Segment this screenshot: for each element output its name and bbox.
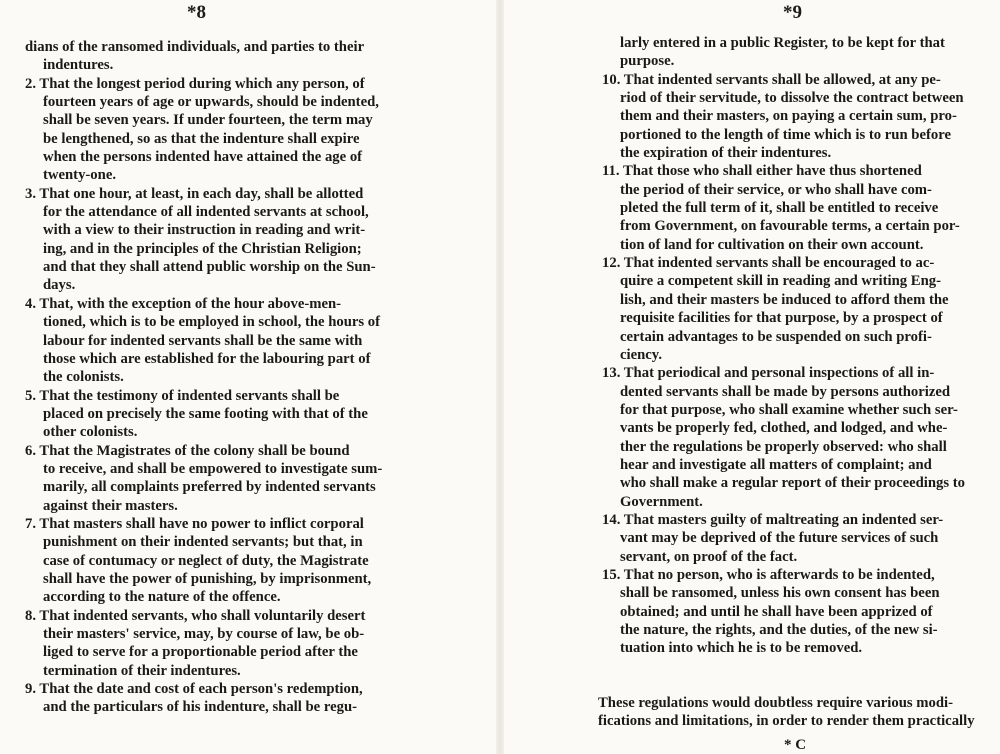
text-line: fourteen years of age or upwards, should be indented, xyxy=(43,94,379,111)
text-line: dented servants shall be made by persons authorized xyxy=(620,383,951,400)
text-line: 15. That no person, who is afterwards to be indented, xyxy=(602,566,935,583)
text-line: tion of land for cultivation on their own account. xyxy=(620,236,924,253)
text-line: days. xyxy=(43,277,76,294)
text-line: vant may be deprived of the future services of such xyxy=(620,530,939,547)
signature-mark: * C xyxy=(784,737,807,753)
text-line: them and their masters, on paying a certain sum, pro- xyxy=(620,108,957,125)
text-line: case of contumacy or neglect of duty, the Magistrate xyxy=(43,552,369,569)
text-line: and the particulars of his indenture, shall be regu- xyxy=(43,699,358,716)
text-line: tioned, which is to be employed in school, the hours of xyxy=(43,314,381,331)
text-line: 13. That periodical and personal inspections of all in- xyxy=(602,365,935,382)
text-line: to receive, and shall be empowered to investigate sum- xyxy=(43,460,383,477)
right-page-text xyxy=(602,34,992,658)
text-line: for the attendance of all indented servants at school, xyxy=(43,204,369,221)
text-line: purpose. xyxy=(620,53,675,70)
text-line: 6. That the Magistrates of the colony shall be bound xyxy=(25,442,350,459)
text-line: Government. xyxy=(620,493,703,510)
text-line: shall be ransomed, unless his own consent has been xyxy=(620,585,940,602)
text-line: requisite facilities for that purpose, by a prospect of xyxy=(620,310,943,327)
text-line: quire a competent skill in reading and writing Eng- xyxy=(620,273,941,290)
text-line: according to the nature of the offence. xyxy=(43,589,281,606)
closing-paragraph xyxy=(598,694,990,731)
text-line: 11. That those who shall either have thus shortened xyxy=(602,163,922,180)
text-line: labour for indented servants shall be the same with xyxy=(43,332,363,349)
text-line: 5. That the testimony of indented servants shall be xyxy=(25,387,340,404)
text-line: the period of their service, or who shall have com- xyxy=(620,181,932,198)
text-line: termination of their indentures. xyxy=(43,662,241,679)
text-line: riod of their servitude, to dissolve the contract between xyxy=(620,90,964,107)
text-line: who shall make a regular report of their proceedings to xyxy=(620,475,966,492)
text-line: certain advantages to be suspended on such profi- xyxy=(620,328,932,345)
text-line: vants be properly fed, clothed, and lodged, and whe- xyxy=(620,420,948,437)
text-line: ther the regulations be properly observed: who shall xyxy=(620,438,947,455)
left-page-text xyxy=(25,38,400,717)
text-line: and that they shall attend public worship on the Sun- xyxy=(43,259,376,276)
text-line: tuation into which he is to be removed. xyxy=(620,640,863,657)
text-line: 3. That one hour, at least, in each day, shall be allotted xyxy=(25,185,364,202)
text-line: liged to serve for a proportionable period after the xyxy=(43,644,358,661)
text-line: 9. That the date and cost of each person's redemption, xyxy=(25,681,363,698)
text-line: from Government, on favourable terms, a certain por- xyxy=(620,218,960,235)
text-line: the colonists. xyxy=(43,369,124,386)
text-line: dians of the ransomed individuals, and parties to their xyxy=(25,39,365,55)
text-line: marily, all complaints preferred by indented servants xyxy=(43,479,376,496)
text-line: 14. That masters guilty of maltreating an indented ser- xyxy=(602,511,944,528)
text-line: 8. That indented servants, who shall voluntarily desert xyxy=(25,607,366,624)
text-line: 10. That indented servants shall be allowed, at any pe- xyxy=(602,71,941,88)
text-line: 7. That masters shall have no power to inflict corporal xyxy=(25,515,364,532)
text-line: pleted the full term of it, shall be entitled to receive xyxy=(620,200,939,217)
text-line: be lengthened, so as that the indenture shall expire xyxy=(43,130,360,147)
text-line: with a view to their instruction in reading and writ- xyxy=(43,222,366,239)
text-line: ing, and in the principles of the Christian Religion; xyxy=(43,240,362,257)
text-line: other colonists. xyxy=(43,424,138,441)
text-line: obtained; and until he shall have been apprized of xyxy=(620,603,933,620)
text-line: shall have the power of punishing, by imprisonment, xyxy=(43,570,372,587)
text-line: against their masters. xyxy=(43,497,178,514)
text-line: punishment on their indented servants; but that, in xyxy=(43,534,363,551)
text-line: the expiration of their indentures. xyxy=(620,145,832,162)
text-line: servant, on proof of the fact. xyxy=(620,548,798,565)
text-line: ciency. xyxy=(620,346,663,363)
text-line: fications and limitations, in order to render them practically xyxy=(598,713,975,730)
text-line: 2. That the longest period during which any person, of xyxy=(25,75,365,92)
text-line: twenty-one. xyxy=(43,167,117,184)
text-line: when the persons indented have attained the age of xyxy=(43,149,363,166)
text-line: hear and investigate all matters of complaint; and xyxy=(620,456,932,473)
text-line: shall be seven years. If under fourteen, the term may xyxy=(43,112,373,129)
text-line: lish, and their masters be induced to afford them the xyxy=(620,291,949,308)
text-line: larly entered in a public Register, to be kept for that xyxy=(620,35,945,51)
text-line: the nature, the rights, and the duties, of the new si- xyxy=(620,622,938,638)
text-line: those which are established for the labouring part of xyxy=(43,350,371,367)
page-number-right: *9 xyxy=(783,2,802,23)
page-number-left: *8 xyxy=(187,2,206,23)
text-line: portioned to the length of time which is to run before xyxy=(620,126,951,143)
text-line: 12. That indented servants shall be encouraged to ac- xyxy=(602,255,935,272)
text-line: indentures. xyxy=(43,57,114,74)
text-line: their masters' service, may, by course of law, be ob- xyxy=(43,626,365,642)
text-line: for that purpose, who shall examine whether such ser- xyxy=(620,401,958,418)
text-line: These regulations would doubtless require various modi- xyxy=(598,695,953,711)
text-line: 4. That, with the exception of the hour above-men- xyxy=(25,295,342,312)
text-line: placed on precisely the same footing with that of the xyxy=(43,405,368,422)
